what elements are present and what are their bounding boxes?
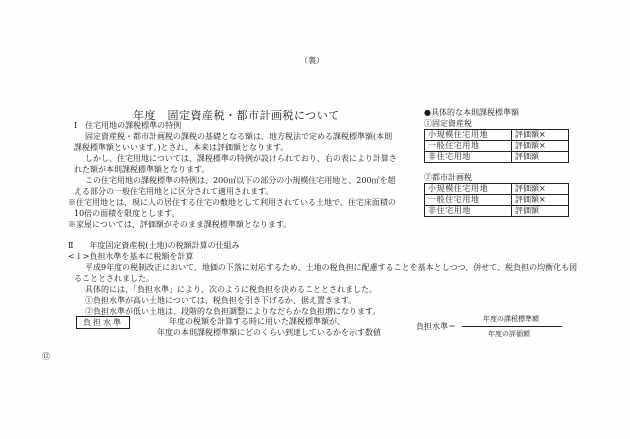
- section1-line: この住宅用地の課税標準の特例は、200㎡以下の部分の小規模住宅用地と、200㎡を超: [85, 176, 396, 185]
- section1-line: しかし、住宅用地については、課税標準の特例が設けられており、右の表により計算さ: [85, 154, 397, 163]
- land-type-cell: 一般住宅用地: [425, 195, 512, 206]
- page-marker: （裏）: [300, 56, 324, 65]
- table-row: [425, 184, 569, 195]
- page-title: 年度 固定資産税・都市計画税について: [133, 109, 340, 122]
- fixed-asset-tax-label: ①固定資産税: [424, 119, 472, 128]
- basis-cell: 評価額: [512, 152, 569, 163]
- section1-line: 固定資産税・都市計画税の課税の基礎となる額は、地方税法で定める課税標準額(本則: [85, 132, 393, 141]
- section2-line: ②負担水準が低い土地は、段階的な負担調整によりなだらかな負担増になります。: [85, 307, 381, 316]
- basis-cell: 評価額×: [512, 184, 569, 195]
- basis-cell: 評価額×: [512, 141, 569, 152]
- land-type-cell: 一般住宅用地: [425, 141, 512, 152]
- section1-line: える部分の一般住宅用地とに区分されて適用されます。: [74, 187, 274, 196]
- section2-line: ることとされました。: [74, 274, 154, 283]
- land-type-cell: 非住宅用地: [425, 152, 512, 163]
- city-planning-tax-table: [424, 183, 569, 217]
- burden-level-definition: 年度の税額を計算する時に用いた課税標準額が、: [169, 317, 345, 326]
- section1-line: 課税標準額といいます。)とされ、本来は評価額となります。: [74, 143, 289, 152]
- section1-heading: Ⅰ 住宅用地の課税標準の特例: [74, 121, 182, 130]
- section2-line: 具体的には、「負担水準」により、次のように税負担を決めることとされました。: [85, 285, 377, 294]
- formula-denominator: 年度の評価額: [488, 330, 530, 338]
- section1-note: ※家屋については、評価額がそのまま課税標準額となります。: [68, 220, 292, 229]
- basis-cell: 評価額×: [512, 195, 569, 206]
- section2-line: 平成9年度の税制改正において、地価の下落に対応するため、土地の税負担に配慮することを基本としつつ、併せて、税負担の均衡化も図: [85, 263, 578, 272]
- table-row: [425, 206, 569, 217]
- right-panel-heading: ●具体的な本則課税標準額: [424, 108, 519, 117]
- table-row: [425, 141, 569, 152]
- fraction-line: [462, 326, 562, 327]
- land-type-cell: 非住宅用地: [425, 206, 512, 217]
- basis-cell: 評価額×: [512, 130, 569, 141]
- section1-note: 10倍の面積を限度とします。: [74, 209, 180, 218]
- burden-level-label-box: 負担水準: [76, 316, 130, 329]
- table-row: [425, 130, 569, 141]
- basis-cell: 評価額: [512, 206, 569, 217]
- page-number: ⑫: [42, 352, 50, 361]
- land-type-cell: 小規模住宅用地: [425, 130, 512, 141]
- land-type-cell: 小規模住宅用地: [425, 184, 512, 195]
- burden-level-definition: 年度の本則課税標準額にどのくらい到達しているかを示す数値: [157, 328, 381, 337]
- formula-lhs: 負担水準＝: [416, 322, 456, 331]
- table-row: [425, 152, 569, 163]
- section2-line: ①負担水準が高い土地については、税負担を引き下げるか、据え置きます。: [85, 296, 357, 305]
- section1-line: れた額が本則課税標準額となります。: [74, 165, 210, 174]
- formula-numerator: 年度の課税標準額: [483, 315, 539, 323]
- fixed-asset-tax-table: [424, 129, 569, 163]
- table-row: [425, 195, 569, 206]
- section2-heading: Ⅱ 年度固定資産税(土地)の税額計算の仕組み: [68, 241, 240, 250]
- section1-note: ※住宅用地とは、現に人の居住する住宅の敷地として利用されている土地で、住宅床面積の: [68, 198, 396, 207]
- section2-subheading: <１>負担水準を基本に税額を計算: [68, 252, 194, 261]
- city-planning-tax-label: ②都市計画税: [424, 173, 472, 182]
